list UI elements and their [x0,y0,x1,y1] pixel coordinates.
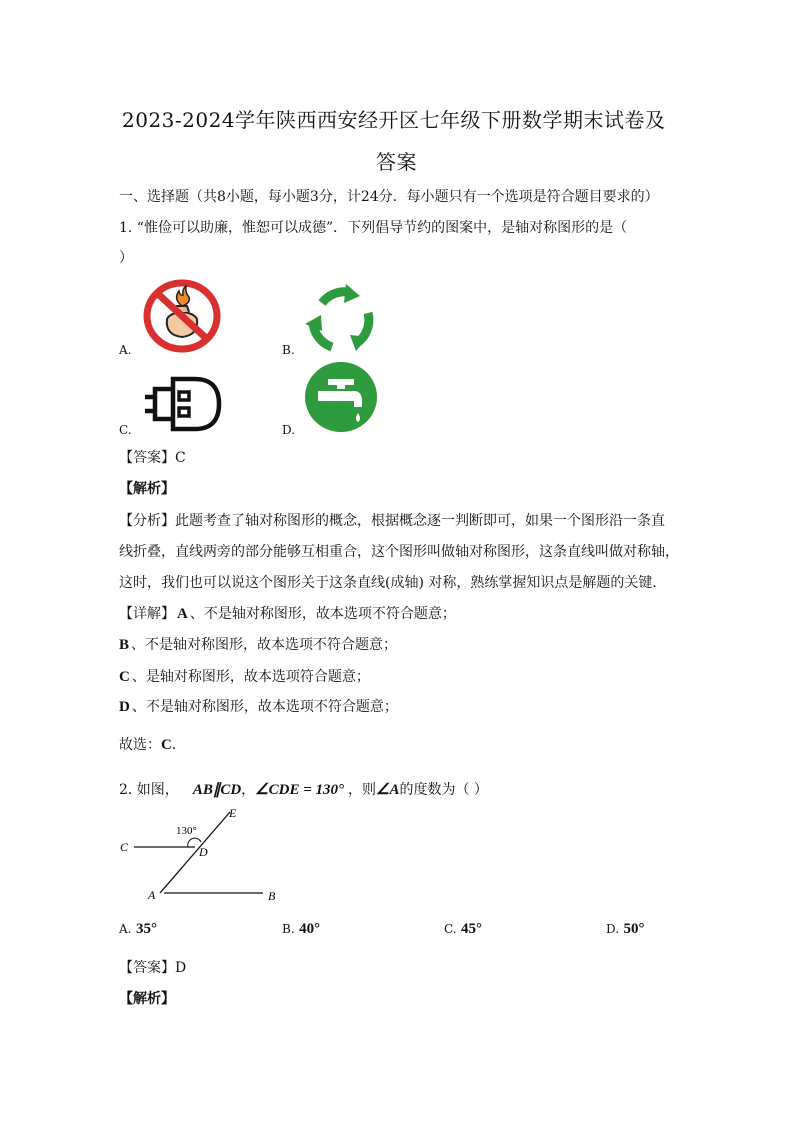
detail-label: 【详解】 [119,606,175,622]
option-value: 40° [299,921,321,937]
q2-then: ，则 [348,782,377,798]
option-d-label: D. [282,423,296,437]
option-c-label: C. [119,423,132,437]
option-value: 45° [461,921,483,937]
q2-math-a: ∠A [376,782,400,798]
option-value: 50° [623,921,645,937]
detail-letter: D [119,699,130,715]
detail-letter: A [177,606,188,622]
q2-suffix: 的度数为（ ） [399,782,488,798]
detail-line-c [119,666,370,686]
question-1-analysis-label: 【解析】 [119,481,175,497]
detail-line-a [119,603,456,623]
option-label: C. [444,922,457,936]
question-2-analysis-label: 【解析】 [119,991,175,1007]
choose-letter: C [161,737,172,753]
geometry-figure [118,804,288,904]
option-label: B. [282,922,295,936]
option-b-label: B. [282,343,295,357]
plug-icon [143,375,223,433]
detail-text: 、不是轴对称图形，故本选项不符合题意； [189,606,456,622]
page-title-cont: 答案 [376,150,417,174]
option-a-label: A. [119,343,132,357]
detail-text: 、是轴对称图形，故本选项符合题意； [131,669,370,685]
point-c: C [120,840,129,854]
angle-label: 130° [176,825,197,837]
q2-option-b [282,921,320,938]
question-2-answer: 【答案】D [119,960,187,976]
q2-option-a [119,921,157,938]
recycle-icon [302,283,380,355]
option-label: D. [606,922,620,936]
detail-text: 、不是轴对称图形，故本选项不符合题意； [131,699,398,715]
analysis-text: 这时，我们也可以说这个图形关于这条直线(成轴) 对称，熟练掌握知识点是解题的关键． [119,575,667,591]
point-a: A [148,888,156,902]
no-fire-icon [143,279,221,353]
q2-comma: ， [241,782,256,798]
option-label: A. [119,922,132,936]
detail-text: 、不是轴对称图形，故本选项不符合题意； [131,637,398,653]
question-1-stem: 1. “惟俭可以助廉，惟恕可以成德”．下列倡导节约的图案中，是轴对称图形的是（ [119,220,628,236]
section-heading: 一、选择题（共8小题，每小题3分，计24分．每小题只有一个选项是符合题目要求的） [119,189,659,205]
point-e: E [229,806,237,820]
detail-line-d [119,696,398,716]
q2-prefix: 2. 如图， [119,782,179,798]
question-2-stem [119,779,488,799]
question-1-answer: 【答案】C [119,450,186,466]
analysis-text: 线折叠，直线两旁的部分能够互相重合，这个图形叫做轴对称图形，这条直线叫做对称轴， [119,544,679,560]
choose-line [119,734,186,754]
detail-line-b [119,634,397,654]
page-title: 2023-2024学年陕西西安经开区七年级下册数学期末试卷及 [122,108,666,132]
q2-math-parallel: AB∥CD [192,782,242,798]
choose-prefix: 故选： [119,737,161,753]
faucet-icon [304,361,378,433]
detail-letter: B [119,637,130,653]
q2-option-d [606,921,644,938]
analysis-text: 【分析】此题考查了轴对称图形的概念，根据概念逐一判断即可，如果一个图形沿一条直 [119,513,665,529]
q2-option-c [444,921,482,938]
choose-suffix: ． [171,737,186,753]
point-b: B [268,889,276,903]
point-d: D [199,845,208,859]
q2-math-angle: ∠CDE = 130° [255,782,345,798]
option-value: 35° [135,921,157,937]
question-1-stem-cont: ） [119,250,133,266]
detail-letter: C [119,669,130,685]
